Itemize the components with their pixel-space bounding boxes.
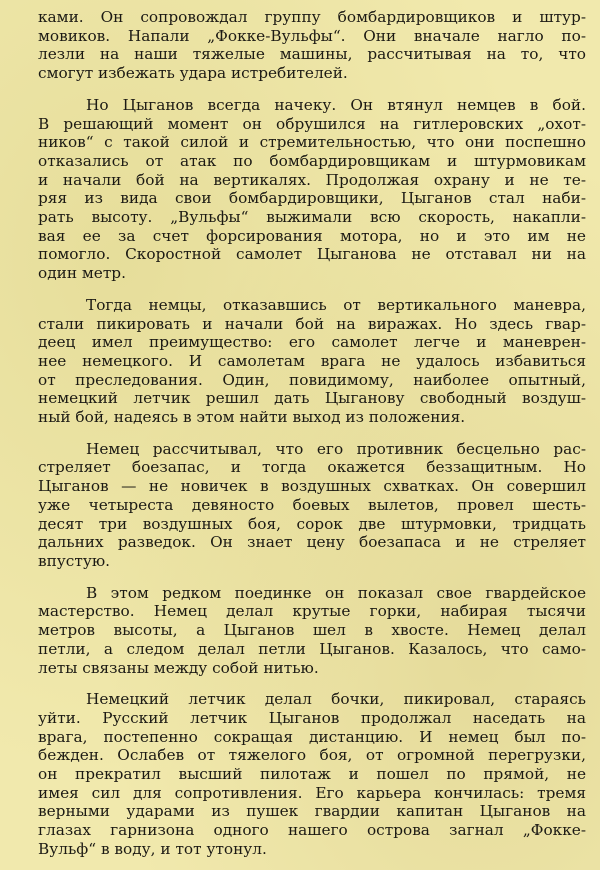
text-line: немецкий летчик решил дать Цыганову свободный воздуш-	[38, 389, 586, 408]
text-line: мастерство. Немец делал крутые горки, набирая тысячи	[38, 602, 586, 621]
text-line: врага, постепенно сокращая дистанцию. И немец был по-	[38, 727, 586, 746]
text-line: деец имел преимущество: его самолет легче и маневрен-	[38, 333, 586, 352]
text-line: Немец рассчитывал, что его противник бесцельно рас-	[86, 439, 586, 458]
text-line: рать высоту. „Вульфы“ выжимали всю скорость, накапли-	[38, 208, 586, 227]
text-line: лезли на наши тяжелые машины, рассчитывая на то, что	[38, 45, 586, 64]
text-line: дальних разведок. Он знает цену боезапаса и не стреляет	[38, 533, 586, 552]
text-line: от преследования. Один, повидимому, наиболее опытный,	[38, 370, 586, 389]
text-line: ряя из вида свои бомбардировщики, Цыганов стал наби-	[38, 189, 586, 208]
text-line: один метр.	[38, 264, 126, 283]
text-line: мовиков. Напали „Фокке-Вульфы“. Они вначале нагло по-	[38, 26, 586, 45]
text-line: впустую.	[38, 551, 111, 570]
text-line: леты связаны между собой нитью.	[38, 658, 319, 677]
text-line: он прекратил высший пилотаж и пошел по прямой, не	[38, 765, 586, 784]
text-line: Вульф“ в воду, и тот утонул.	[38, 839, 267, 858]
text-line: петли, а следом делал петли Цыганов. Казалось, что само-	[38, 639, 586, 658]
text-line: верными ударами из пушек гвардии капитан Цыганов на	[38, 802, 586, 821]
text-line: В этом редком поединке он показал свое гвардейское	[86, 583, 586, 602]
text-line: Тогда немцы, отказавшись от вертикального маневра,	[86, 295, 586, 314]
text-line: стреляет боезапас, и тогда окажется беззащитным. Но	[38, 458, 586, 477]
text-line: помогло. Скоростной самолет Цыганова не отставал ни на	[38, 245, 586, 264]
paragraph-1	[38, 8, 586, 83]
text-line: В решающий момент он обрушился на гитлеровских „охот-	[38, 114, 586, 133]
text-line: вая ее за счет форсирования мотора, но и это им не	[38, 226, 586, 245]
text-line: ками. Он сопровождал группу бомбардировщиков и штур-	[38, 8, 586, 26]
text-line: имея сил для сопротивления. Его карьера кончилась: тремя	[38, 783, 586, 802]
text-line: отказались от атак по бомбардировщикам и штурмовикам	[38, 151, 586, 170]
text-line: метров высоты, а Цыганов шел в хвосте. Немец делал	[38, 621, 586, 640]
paragraph-2	[38, 96, 586, 283]
text-line: Немецкий летчик делал бочки, пикировал, стараясь	[86, 690, 586, 709]
text-line: десят три воздушных боя, сорок две штурмовки, тридцать	[38, 514, 586, 533]
text-line: и начали бой на вертикалях. Продолжая охрану и не те-	[38, 170, 586, 189]
text-line: бежден. Ослабев от тяжелого боя, от огромной перегрузки,	[38, 746, 586, 765]
text-line: уже четыреста девяносто боевых вылетов, провел шесть-	[38, 495, 586, 514]
text-line: стали пикировать и начали бой на виражах. Но здесь гвар-	[38, 314, 586, 333]
text-line: глазах гарнизона одного нашего острова загнал „Фокке-	[38, 821, 586, 840]
text-line: Но Цыганов всегда начеку. Он втянул немцев в бой.	[86, 95, 586, 114]
text-line: ный бой, надеясь в этом найти выход из положения.	[38, 408, 466, 427]
paragraph-3	[38, 296, 586, 427]
text-line: ников“ с такой силой и стремительностью, что они поспешно	[38, 133, 586, 152]
text-line: Цыганов — не новичек в воздушных схватках. Он совершил	[38, 477, 586, 496]
paragraph-4	[38, 440, 586, 571]
text-line: нее немецкого. И самолетам врага не удалось избавиться	[38, 351, 586, 370]
text-line: смогут избежать удара истребителей.	[38, 64, 348, 83]
text-line: уйти. Русский летчик Цыганов продолжал наседать на	[38, 708, 586, 727]
paragraph-5	[38, 584, 586, 678]
paragraph-6	[38, 690, 586, 858]
